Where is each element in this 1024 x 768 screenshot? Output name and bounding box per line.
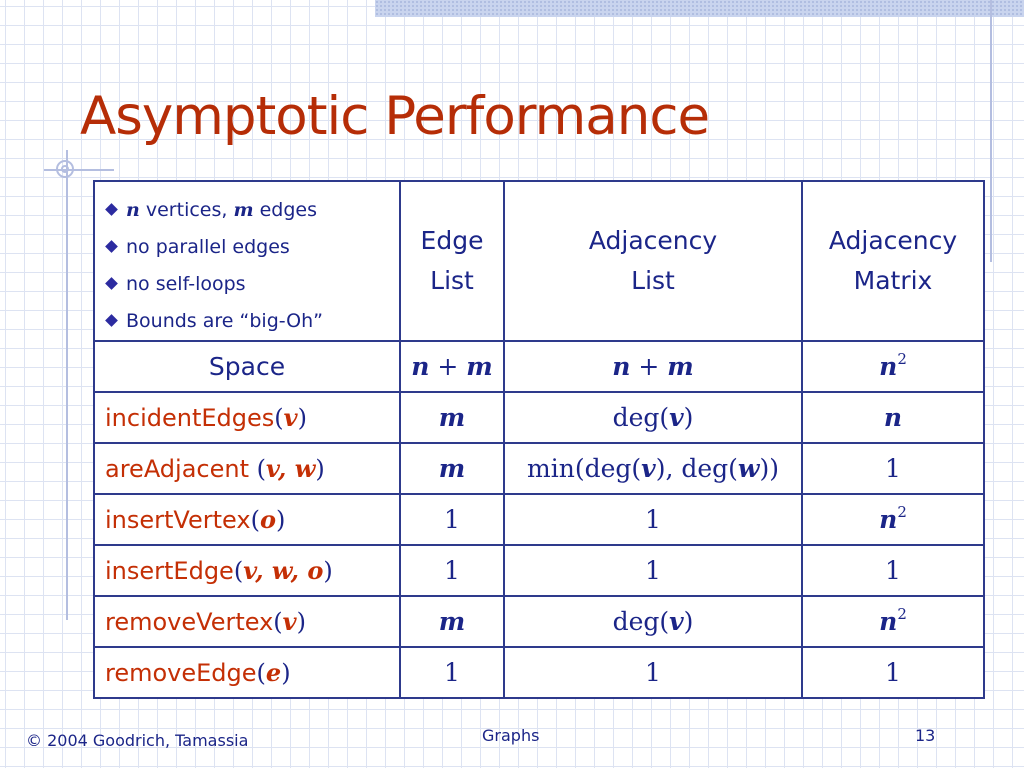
operation-paren: ) (296, 608, 306, 636)
footer-copyright: © 2004 Goodrich, Tamassia (26, 731, 249, 750)
math-variable: v (669, 403, 684, 432)
complexity-cell (400, 443, 504, 494)
operation-name: insertVertex (105, 506, 251, 534)
complexity-cell (400, 596, 504, 647)
math-variable: m (233, 199, 254, 221)
operation-paren: ( (274, 404, 284, 432)
header-adjacency-list-label: Adjacency List (588, 226, 718, 295)
assumption-item (105, 266, 399, 303)
complexity-cell (400, 545, 504, 596)
operation-paren: ( (256, 659, 266, 687)
superscript: 2 (897, 350, 907, 368)
math-variable: m (438, 607, 466, 636)
performance-table (93, 180, 985, 699)
operation-name: edges (253, 199, 318, 221)
math-text: 1 (444, 505, 460, 534)
operation-cell (94, 392, 400, 443)
operation-paren: ( (250, 506, 260, 534)
math-variable: n (879, 352, 898, 381)
complexity-cell (400, 494, 504, 545)
math-text: deg( (612, 607, 670, 636)
header-adjacency-matrix (802, 181, 984, 341)
math-text: + (429, 352, 467, 381)
operation-name: insertEdge (105, 557, 234, 585)
table-header-row (94, 181, 984, 341)
complexity-cell (504, 341, 802, 392)
complexity-cell (504, 443, 802, 494)
complexity-cell (504, 596, 802, 647)
math-text: 1 (645, 658, 661, 687)
operation-cell (94, 443, 400, 494)
operation-name: no parallel edges (126, 236, 290, 258)
operation-paren: ( (256, 455, 267, 483)
complexity-cell (802, 341, 984, 392)
assumption-item (105, 229, 399, 266)
operation-paren: ) (281, 659, 291, 687)
header-edge-list-label: Edge List (420, 226, 484, 295)
operation-name: removeVertex (105, 608, 274, 636)
complexity-cell (400, 341, 504, 392)
math-variable: v, w (266, 454, 316, 483)
decoration-crosshair-line (44, 169, 114, 171)
decoration-vertical-line-right (990, 0, 992, 262)
operation-paren: ( (233, 557, 244, 585)
complexity-cell (504, 647, 802, 698)
operation-name: no self-loops (126, 273, 246, 295)
operation-paren: ) (275, 506, 286, 534)
math-text: 1 (885, 556, 901, 585)
operation-paren: ) (315, 455, 325, 483)
math-variable: m (438, 403, 466, 432)
assumptions-cell (94, 181, 400, 341)
operation-cell (94, 341, 400, 392)
superscript: 2 (897, 503, 907, 521)
math-variable: n (883, 403, 903, 432)
complexity-cell (400, 647, 504, 698)
header-decoration-band (375, 0, 1024, 17)
superscript: 2 (897, 605, 907, 623)
complexity-cell (400, 392, 504, 443)
operation-paren: ) (297, 404, 307, 432)
complexity-cell (504, 392, 802, 443)
operation-name: areAdjacent (105, 455, 257, 483)
math-text: 1 (645, 556, 661, 585)
complexity-cell (802, 647, 984, 698)
math-variable: v (669, 607, 684, 636)
operation-name: Bounds are “big-Oh” (126, 310, 323, 332)
math-variable: n (879, 505, 898, 534)
math-text: + (630, 352, 668, 381)
math-text: 1 (645, 505, 661, 534)
complexity-cell (504, 494, 802, 545)
operation-paren: ) (323, 557, 333, 585)
math-text: ) (683, 607, 694, 636)
math-variable: v (282, 607, 297, 636)
table-row (94, 545, 984, 596)
operation-paren: ( (273, 608, 283, 636)
operation-cell (94, 596, 400, 647)
diamond-bullet-icon (105, 203, 118, 216)
math-variable: v (283, 403, 298, 432)
math-text: 1 (885, 454, 901, 483)
assumptions-list (105, 192, 399, 340)
header-edge-list (400, 181, 504, 341)
slide-title: Asymptotic Performance (80, 86, 710, 147)
complexity-cell (802, 596, 984, 647)
header-adjacency-matrix-label: Adjacency Matrix (828, 226, 958, 295)
operation-name: removeEdge (105, 659, 257, 687)
complexity-cell (802, 494, 984, 545)
operation-name: incidentEdges (105, 404, 275, 432)
math-text: min(deg( (527, 454, 642, 483)
row-label: Space (208, 352, 286, 381)
math-variable: m (667, 352, 694, 381)
operation-name: vertices, (139, 199, 234, 221)
math-text: 1 (885, 658, 901, 687)
operation-cell (94, 647, 400, 698)
math-variable: v, w, o (243, 556, 324, 585)
math-text: 1 (444, 658, 460, 687)
assumption-item (105, 192, 399, 229)
operation-cell (94, 545, 400, 596)
decoration-vertical-line-left (66, 150, 68, 620)
complexity-cell (802, 443, 984, 494)
header-adjacency-list (504, 181, 802, 341)
math-variable: n (612, 352, 631, 381)
math-variable: e (265, 658, 282, 687)
math-text: ), deg( (655, 454, 738, 483)
math-text: 1 (444, 556, 460, 585)
table-row (94, 341, 984, 392)
math-text: )) (759, 454, 779, 483)
math-variable: m (466, 352, 493, 381)
operation-cell (94, 494, 400, 545)
diamond-bullet-icon (105, 314, 118, 327)
assumption-item (105, 303, 399, 340)
math-text: ) (683, 403, 694, 432)
table-row (94, 392, 984, 443)
table-row (94, 494, 984, 545)
math-variable: w (737, 454, 760, 483)
diamond-bullet-icon (105, 277, 118, 290)
math-variable: n (879, 607, 898, 636)
table-row (94, 443, 984, 494)
complexity-cell (802, 392, 984, 443)
math-variable: o (259, 505, 276, 534)
math-text: deg( (612, 403, 670, 432)
math-variable: n (411, 352, 430, 381)
math-variable: m (438, 454, 466, 483)
footer-page-number: 13 (915, 726, 936, 745)
footer-section-title: Graphs (482, 726, 540, 745)
table-row (94, 647, 984, 698)
math-variable: v (641, 454, 656, 483)
complexity-cell (504, 545, 802, 596)
decoration-crosshair-ring-inner (61, 165, 69, 173)
math-variable: n (126, 199, 140, 221)
diamond-bullet-icon (105, 240, 118, 253)
complexity-cell (802, 545, 984, 596)
table-row (94, 596, 984, 647)
